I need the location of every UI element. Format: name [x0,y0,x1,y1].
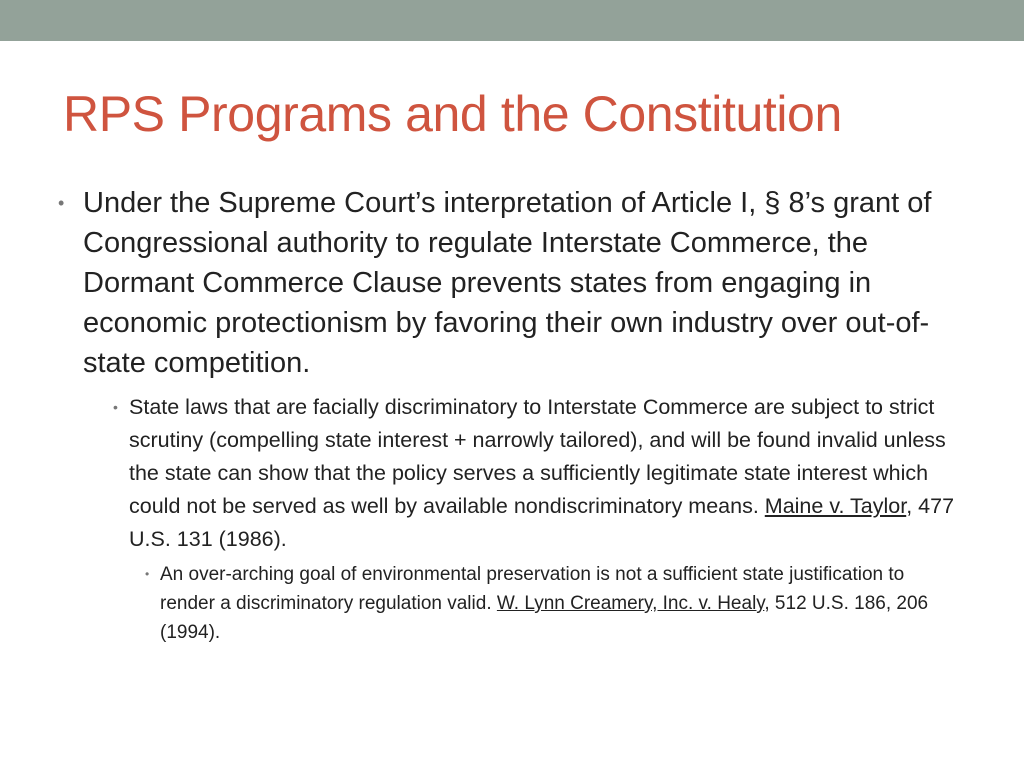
bullet-text: State laws that are facially discriminatory to Interstate Commerce are subject to strict scrutiny (compelling state interest + narrowly tailored), and will be found invalid unless the state can show that the policy serves a sufficiently legitimate state interest which could not be served as well by available nondiscriminatory means. [129,395,946,518]
slide-body [58,183,963,647]
bullet-dot: • [58,193,65,213]
bullet-level-3 [145,560,950,647]
case-link-maine-v-taylor[interactable]: Maine v. Taylor [764,494,907,518]
bullet-text: Under the Supreme Court’s interpretation of Article I, § 8’s grant of Congressional authority to regulate Interstate Commerce, the Dormant Commerce Clause prevents states from engaging in economic protectionism by favoring their own industry over out-of-state competition. [83,187,932,379]
case-citation: , 477 U.S. 131 (1986). [129,494,955,551]
slide-title: RPS Programs and the Constitution [63,86,842,142]
bullet-text: An over-arching goal of environmental preservation is not a sufficient state justification to render a discriminatory regulation valid. [160,564,905,614]
case-link-creamery-v-healy[interactable]: W. Lynn Creamery, Inc. v. Healy [496,593,765,614]
case-citation: , 512 U.S. 186, 206 (1994). [160,593,929,643]
header-band [0,0,1024,41]
bullet-level-1 [58,183,968,383]
bullet-dot: • [145,567,150,581]
bullet-dot: • [113,399,118,415]
bullet-level-2 [113,391,957,556]
